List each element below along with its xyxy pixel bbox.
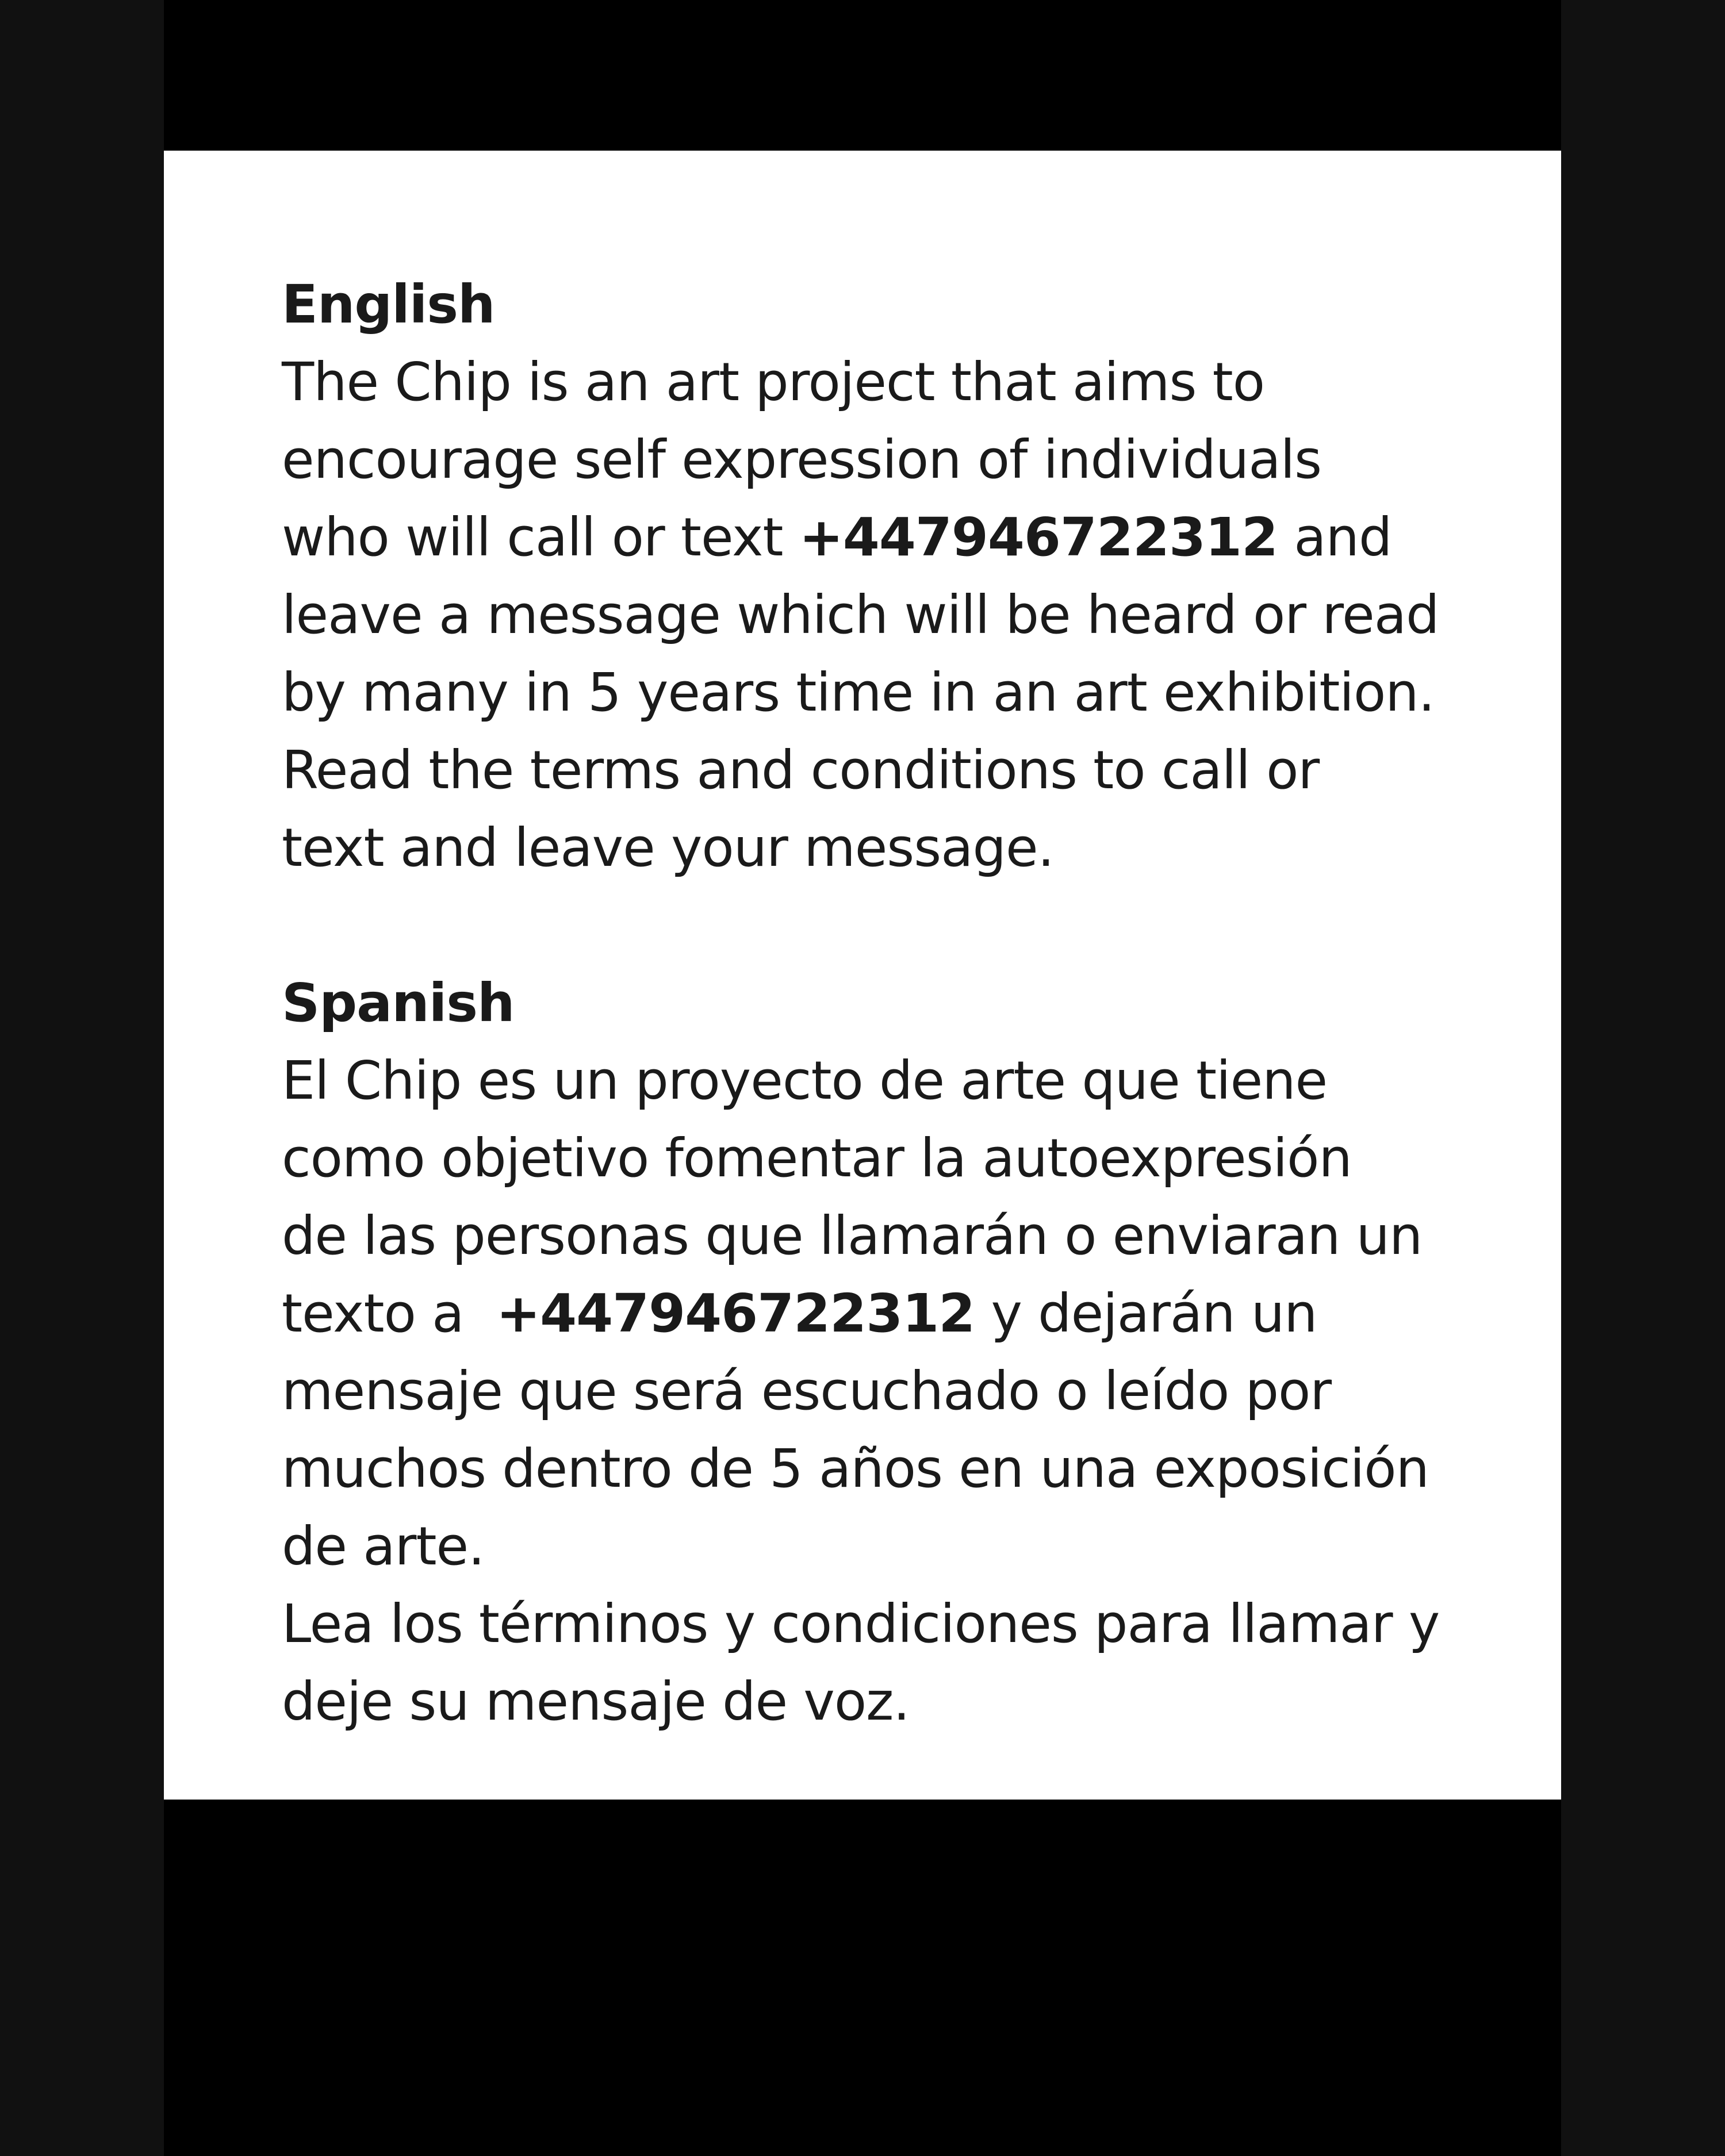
card-content [282, 266, 1524, 1740]
english-phone-number: +447946722312 [799, 507, 1278, 568]
spanish-line-7: de arte. [282, 1516, 485, 1577]
spanish-line-2: como objetivo fomentar la autoexpresión [282, 1127, 1352, 1189]
spanish-line-4-end: y dejarán un [975, 1283, 1317, 1344]
english-line-7: text and leave your message. [282, 817, 1054, 878]
english-line-6: Read the terms and conditions to call or [282, 739, 1320, 801]
english-line-4: leave a message which will be heard or read [282, 584, 1439, 646]
text-card [164, 151, 1561, 1800]
spanish-line-6: muchos dentro de 5 años en una exposición [282, 1438, 1429, 1499]
spanish-line-4-start: texto a [282, 1283, 496, 1344]
english-line-1: The Chip is an art project that aims to [282, 351, 1264, 413]
spanish-line-9: deje su mensaje de voz. [282, 1671, 910, 1732]
left-border [0, 0, 164, 2156]
spanish-line-4 [282, 1275, 1524, 1352]
spanish-line-8: Lea los términos y condiciones para llamar y [282, 1593, 1440, 1655]
spanish-section [282, 964, 1524, 1740]
english-line-3-start: who will call or text [282, 507, 799, 568]
english-line-2: encourage self expression of individuals [282, 429, 1322, 490]
spanish-line-1: El Chip es un proyecto de arte que tiene [282, 1050, 1328, 1111]
spanish-line-3: de las personas que llamarán o enviaran un [282, 1205, 1423, 1267]
english-line-5: by many in 5 years time in an art exhibition. [282, 662, 1435, 723]
spanish-heading: Spanish [282, 972, 515, 1034]
section-gap [282, 887, 1524, 964]
spanish-line-5: mensaje que será escuchado o leído por [282, 1360, 1332, 1422]
english-section [282, 266, 1524, 887]
right-border [1561, 0, 1725, 2156]
english-line-3 [282, 498, 1524, 576]
spanish-phone-number: +447946722312 [496, 1283, 975, 1344]
english-line-3-end: and [1278, 507, 1392, 568]
english-heading: English [282, 274, 495, 335]
